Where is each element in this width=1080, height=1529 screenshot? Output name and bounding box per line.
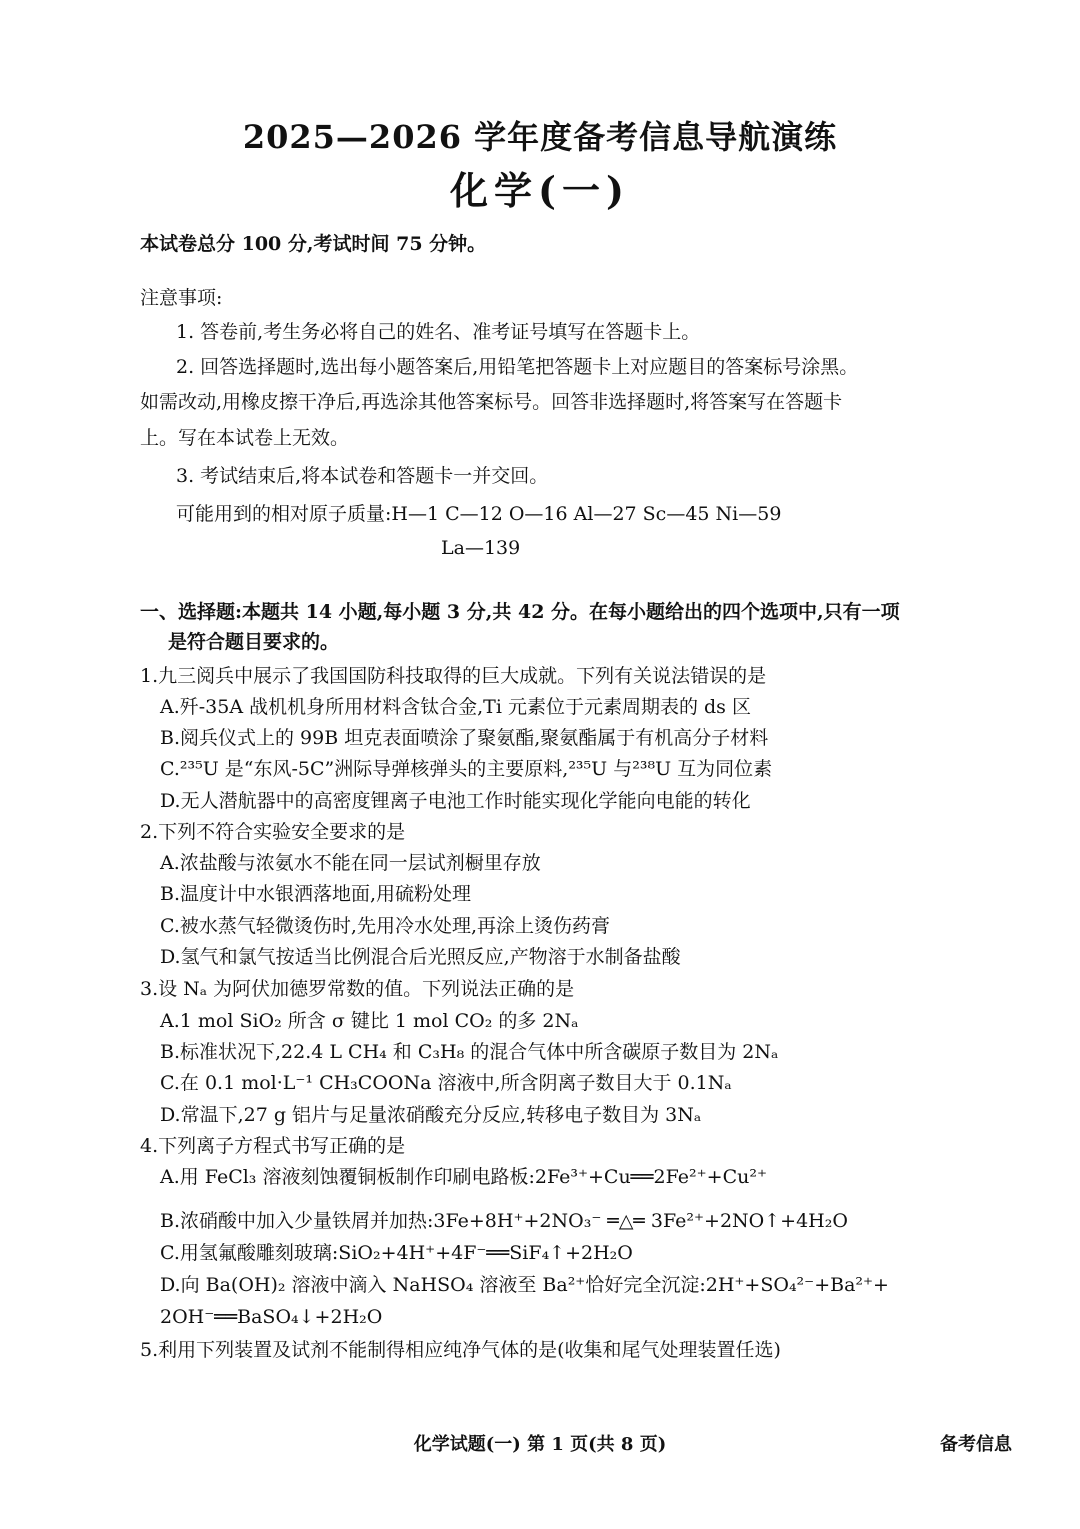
exam-info: 本试卷总分 100 分,考试时间 75 分钟。 xyxy=(140,233,487,255)
atomic-mass-line: 可能用到的相对原子质量:H—1 C—12 O—16 Al—27 Sc—45 Ni—59 xyxy=(176,503,782,525)
question-option: B.浓硝酸中加入少量铁屑并加热:3Fe+8H⁺+2NO₃⁻ ═△═ 3Fe²⁺+2NO↑+4H₂O xyxy=(160,1210,848,1232)
question-option: B.温度计中水银洒落地面,用硫粉处理 xyxy=(160,883,472,905)
question-option: A.浓盐酸与浓氨水不能在同一层试剂橱里存放 xyxy=(160,852,541,874)
notes-heading: 注意事项: xyxy=(140,287,223,309)
question-option: D.氢气和氯气按适当比例混合后光照反应,产物溶于水制备盐酸 xyxy=(160,946,681,968)
question-option: D.向 Ba(OH)₂ 溶液中滴入 NaHSO₄ 溶液至 Ba²⁺恰好完全沉淀:2H⁺+SO₄²⁻+Ba²⁺+ xyxy=(160,1274,889,1296)
question-option: D.常温下,27 g 铝片与足量浓硝酸充分反应,转移电子数目为 3Nₐ xyxy=(160,1104,702,1126)
note-item: 1. 答卷前,考生务必将自己的姓名、准考证号填写在答题卡上。 xyxy=(176,321,701,343)
question-stem: 3.设 Nₐ 为阿伏加德罗常数的值。下列说法正确的是 xyxy=(140,978,575,1000)
question-option: B.标准状况下,22.4 L CH₄ 和 C₃H₈ 的混合气体中所含碳原子数目为 2Nₐ xyxy=(160,1041,779,1063)
question-option: C.在 0.1 mol·L⁻¹ CH₃COONa 溶液中,所含阴离子数目大于 0.1Nₐ xyxy=(160,1072,732,1094)
subject-title: 化学(一) xyxy=(450,168,630,213)
question-option: A.1 mol SiO₂ 所含 σ 键比 1 mol CO₂ 的多 2Nₐ xyxy=(160,1010,579,1032)
question-stem: 5.利用下列装置及试剂不能制得相应纯净气体的是(收集和尾气处理装置任选) xyxy=(140,1339,781,1361)
exam-title: 2025—2026 学年度备考信息导航演练 xyxy=(242,118,838,156)
note-item: 如需改动,用橡皮擦干净后,再选涂其他答案标号。回答非选择题时,将答案写在答题卡 xyxy=(140,391,843,413)
atomic-mass-line: La—139 xyxy=(441,537,521,559)
note-item: 3. 考试结束后,将本试卷和答题卡一并交回。 xyxy=(176,465,549,487)
question-option: C.用氢氟酸雕刻玻璃:SiO₂+4H⁺+4F⁻══SiF₄↑+2H₂O xyxy=(160,1242,633,1264)
question-stem: 2.下列不符合实验安全要求的是 xyxy=(140,821,406,843)
question-stem: 4.下列离子方程式书写正确的是 xyxy=(140,1135,406,1157)
question-option: B.阅兵仪式上的 99B 坦克表面喷涂了聚氨酯,聚氨酯属于有机高分子材料 xyxy=(160,727,769,749)
question-option: C.²³⁵U 是“东风-5C”洲际导弹核弹头的主要原料,²³⁵U 与²³⁸U 互为同位素 xyxy=(160,758,773,780)
note-item: 2. 回答选择题时,选出每小题答案后,用铅笔把答题卡上对应题目的答案标号涂黑。 xyxy=(176,356,859,378)
section-heading: 一、选择题:本题共 14 小题,每小题 3 分,共 42 分。在每小题给出的四个选项中,只有一项 xyxy=(140,601,900,623)
section-heading: 是符合题目要求的。 xyxy=(168,631,340,653)
question-option: D.无人潜航器中的高密度锂离子电池工作时能实现化学能向电能的转化 xyxy=(160,790,751,812)
footer-brand: 备考信息 xyxy=(940,1434,1012,1455)
question-stem: 1.九三阅兵中展示了我国国防科技取得的巨大成就。下列有关说法错误的是 xyxy=(140,665,767,687)
note-item: 上。写在本试卷上无效。 xyxy=(140,427,350,449)
page-footer: 化学试题(一) 第 1 页(共 8 页) xyxy=(413,1434,667,1455)
question-option: A.歼-35A 战机机身所用材料含钛合金,Ti 元素位于元素周期表的 ds 区 xyxy=(160,696,751,718)
question-option: A.用 FeCl₃ 溶液刻蚀覆铜板制作印刷电路板:2Fe³⁺+Cu══2Fe²⁺+Cu²⁺ xyxy=(160,1166,768,1188)
question-option: C.被水蒸气轻微烫伤时,先用冷水处理,再涂上烫伤药膏 xyxy=(160,915,610,937)
question-option: 2OH⁻══BaSO₄↓+2H₂O xyxy=(160,1306,383,1328)
